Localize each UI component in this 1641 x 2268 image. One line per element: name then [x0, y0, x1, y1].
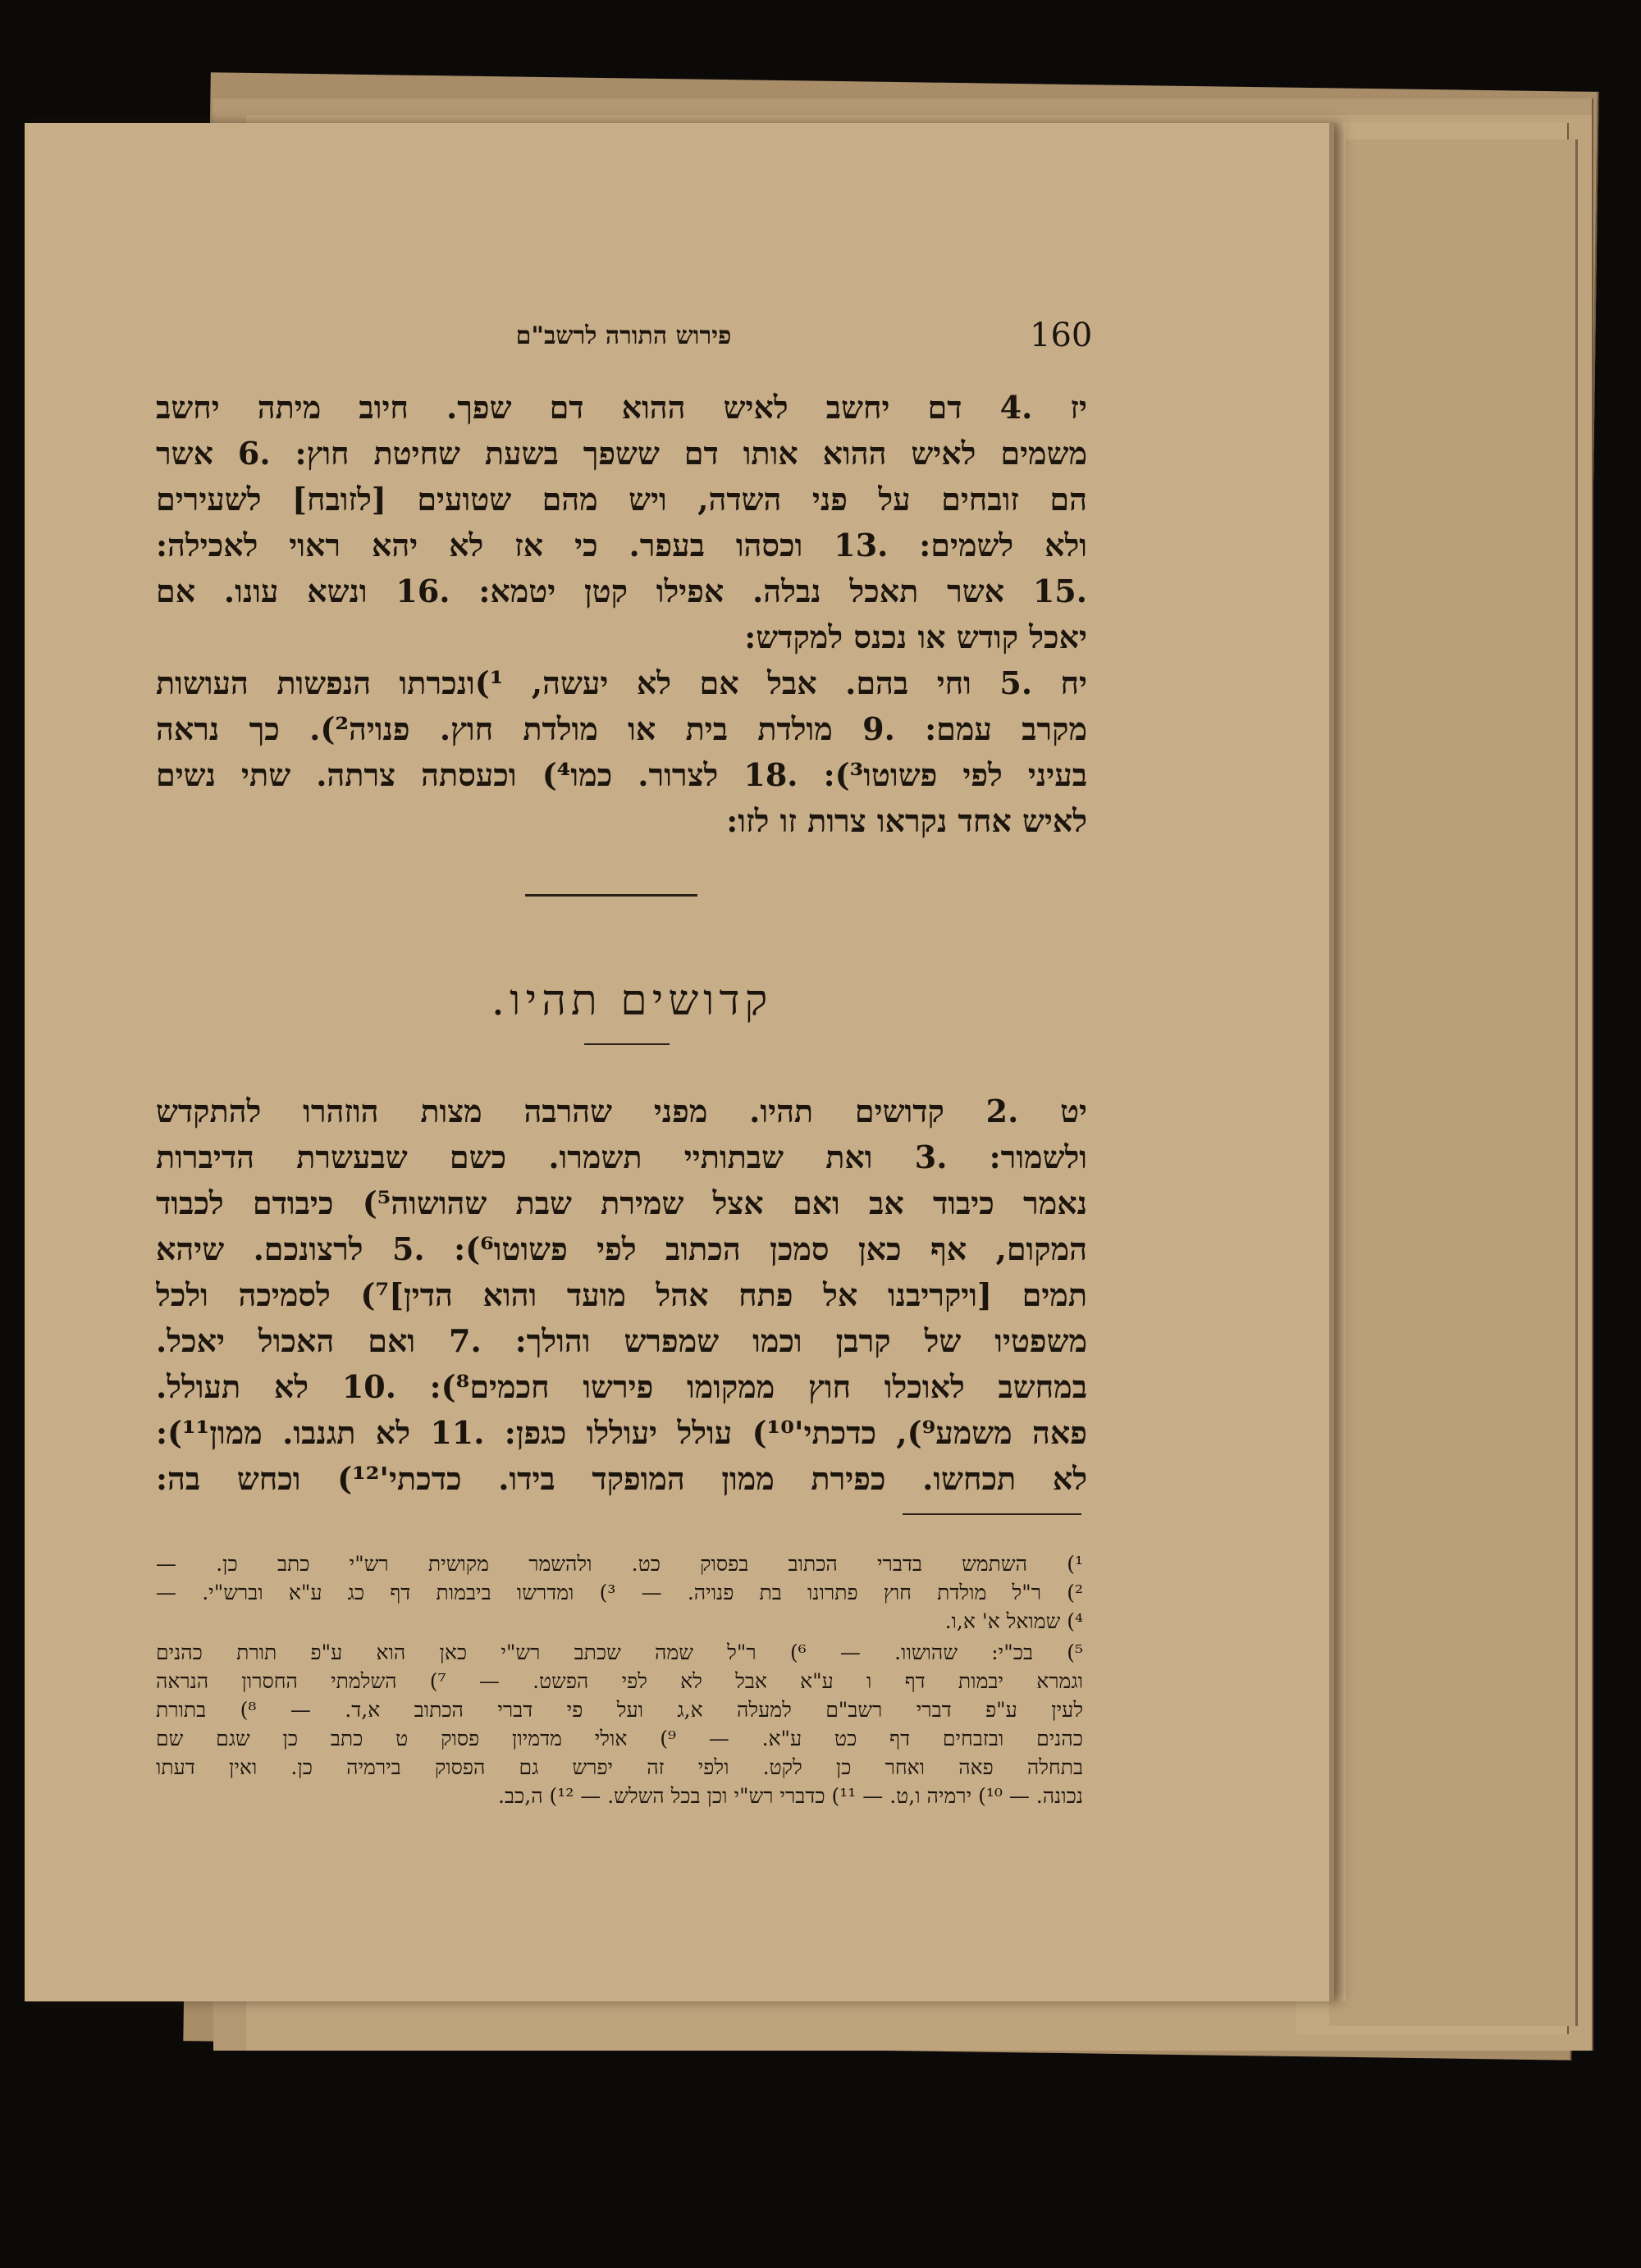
- footnote-line: כהנים ובזבחים דף כט ע"א. — ⁹) אולי מדמיון פסוק ט כתב כן שגם שם: [156, 1727, 1083, 1750]
- section-heading: קדושים תהיו.: [491, 976, 773, 1025]
- text-line: מקרב עמם: .9 מולדת בית או מולדת חוץ. פנויה²). כך נראה: [156, 710, 1087, 747]
- page-number: 160: [1030, 317, 1093, 354]
- text-line: המקום, אף כאן סמכן הכתוב לפי פשוטו⁶): .5 לרצונכם. שיהא: [156, 1230, 1087, 1267]
- text-line: נאמר כיבוד אב ואם אצל שמירת שבת שהושוה⁵) כיבודם לכבוד: [156, 1184, 1087, 1221]
- footnote-line: לעין ע"פ דברי רשב"ם למעלה א,ג ועל פי דברי הכתוב א,ד. — ⁸) בתורת: [156, 1698, 1083, 1722]
- text-line: יח .5 וחי בהם. אבל אם לא יעשה, ¹)ונכרתו הנפשות העושות: [156, 664, 1087, 701]
- heading-underline: [584, 1043, 670, 1045]
- text-line: ולשמור: .3 ואת שבתותיי תשמרו. כשם שבעשרת הדיברות: [156, 1139, 1087, 1175]
- text-line: לא תכחשו. כפירת ממון המופקד בידו. כדכתי'¹²) וכחש בה:: [156, 1460, 1087, 1497]
- footnote-divider: [903, 1513, 1081, 1515]
- text-line: יט .2 קדושים תהיו. מפני שהרבה מצות הוזהרו להתקדש: [156, 1093, 1087, 1129]
- text-line: בעיני לפי פשוטו³): .18 לצרור. כמו⁴) וכעסתה צרתה. שתי נשים: [156, 756, 1087, 793]
- text-line: במחשב לאוכלו חוץ ממקומו פירשו חכמים⁸): .10 לא תעולל.: [156, 1368, 1087, 1405]
- footnote-line: ²) ר"ל מולדת חוץ פתרונו בת פנויה. — ³) ומדרשו ביבמות דף כג ע"א וברש"י. —: [156, 1581, 1083, 1604]
- footnote-line: נכונה. — ¹⁰) ירמיה ו,ט. — ¹¹) כדברי רש"י וכן בכל השלש. — ¹²) ה,כב.: [498, 1784, 1083, 1808]
- text-line: יז .4 דם יחשב לאיש ההוא דם שפך. חיוב מיתה יחשב: [156, 389, 1087, 426]
- section-divider: [525, 894, 697, 897]
- footnote-line: ¹) השתמש בדברי הכתוב בפסוק כט. ולהשמר מקושית רש"י כתב כן. —: [156, 1552, 1083, 1576]
- text-line: פאה משמע⁹), כדכתי'¹⁰) עולל יעוללו כגפן: .11 לא תגנבו. ממון¹¹):: [156, 1414, 1087, 1451]
- text-line: הם זובחים על פני השדה, ויש מהם שטועים [לזובח] לשעירים: [156, 481, 1087, 518]
- footnote-line: ⁴) שמואל א' א,ו.: [944, 1609, 1083, 1633]
- text-line: ולא לשמים: .13 וכסהו בעפר. כי אז לא יהא ראוי לאכילה:: [156, 527, 1087, 564]
- text-line: .15 אשר תאכל נבלה. אפילו קטן יטמא: .16 ונשא עונו. אם: [156, 573, 1087, 609]
- text-line: משפטיו של קרבן וכמו שמפרש והולך: .7 ואם האכול יאכל.: [156, 1322, 1087, 1359]
- footnote-line: וגמרא יבמות דף ו ע"א אבל לא לפי הפשט. — ⁷) השלמתי החסרון הנראה: [156, 1669, 1083, 1693]
- footnote-line: ⁵) בכ"י: שהושוו. — ⁶) ר"ל שמה שכתב רש"י כאן הוא ע"פ תורת כהנים: [156, 1641, 1083, 1664]
- running-header-title: פירוש התורה לרשב"ם: [515, 322, 732, 350]
- text-line: יאכל קודש או נכנס למקדש:: [744, 618, 1087, 655]
- footnote-line: בתחלה פאה ואחר כן לקט. ולפי זה יפרש גם הפסוק בירמיה כן. ואין דעתו: [156, 1755, 1083, 1779]
- text-line: תמים [ויקריבנו אל פתח אהל מועד והוא הדין]⁷) לסמיכה ולכל: [156, 1276, 1087, 1313]
- text-line: לאיש אחד נקראו צרות זו לזו:: [726, 802, 1087, 839]
- text-line: משמים לאיש ההוא אותו דם ששפך בשעת שחיטת חוץ: .6 אשר: [156, 435, 1087, 472]
- back-page-stack: [1329, 139, 1578, 2026]
